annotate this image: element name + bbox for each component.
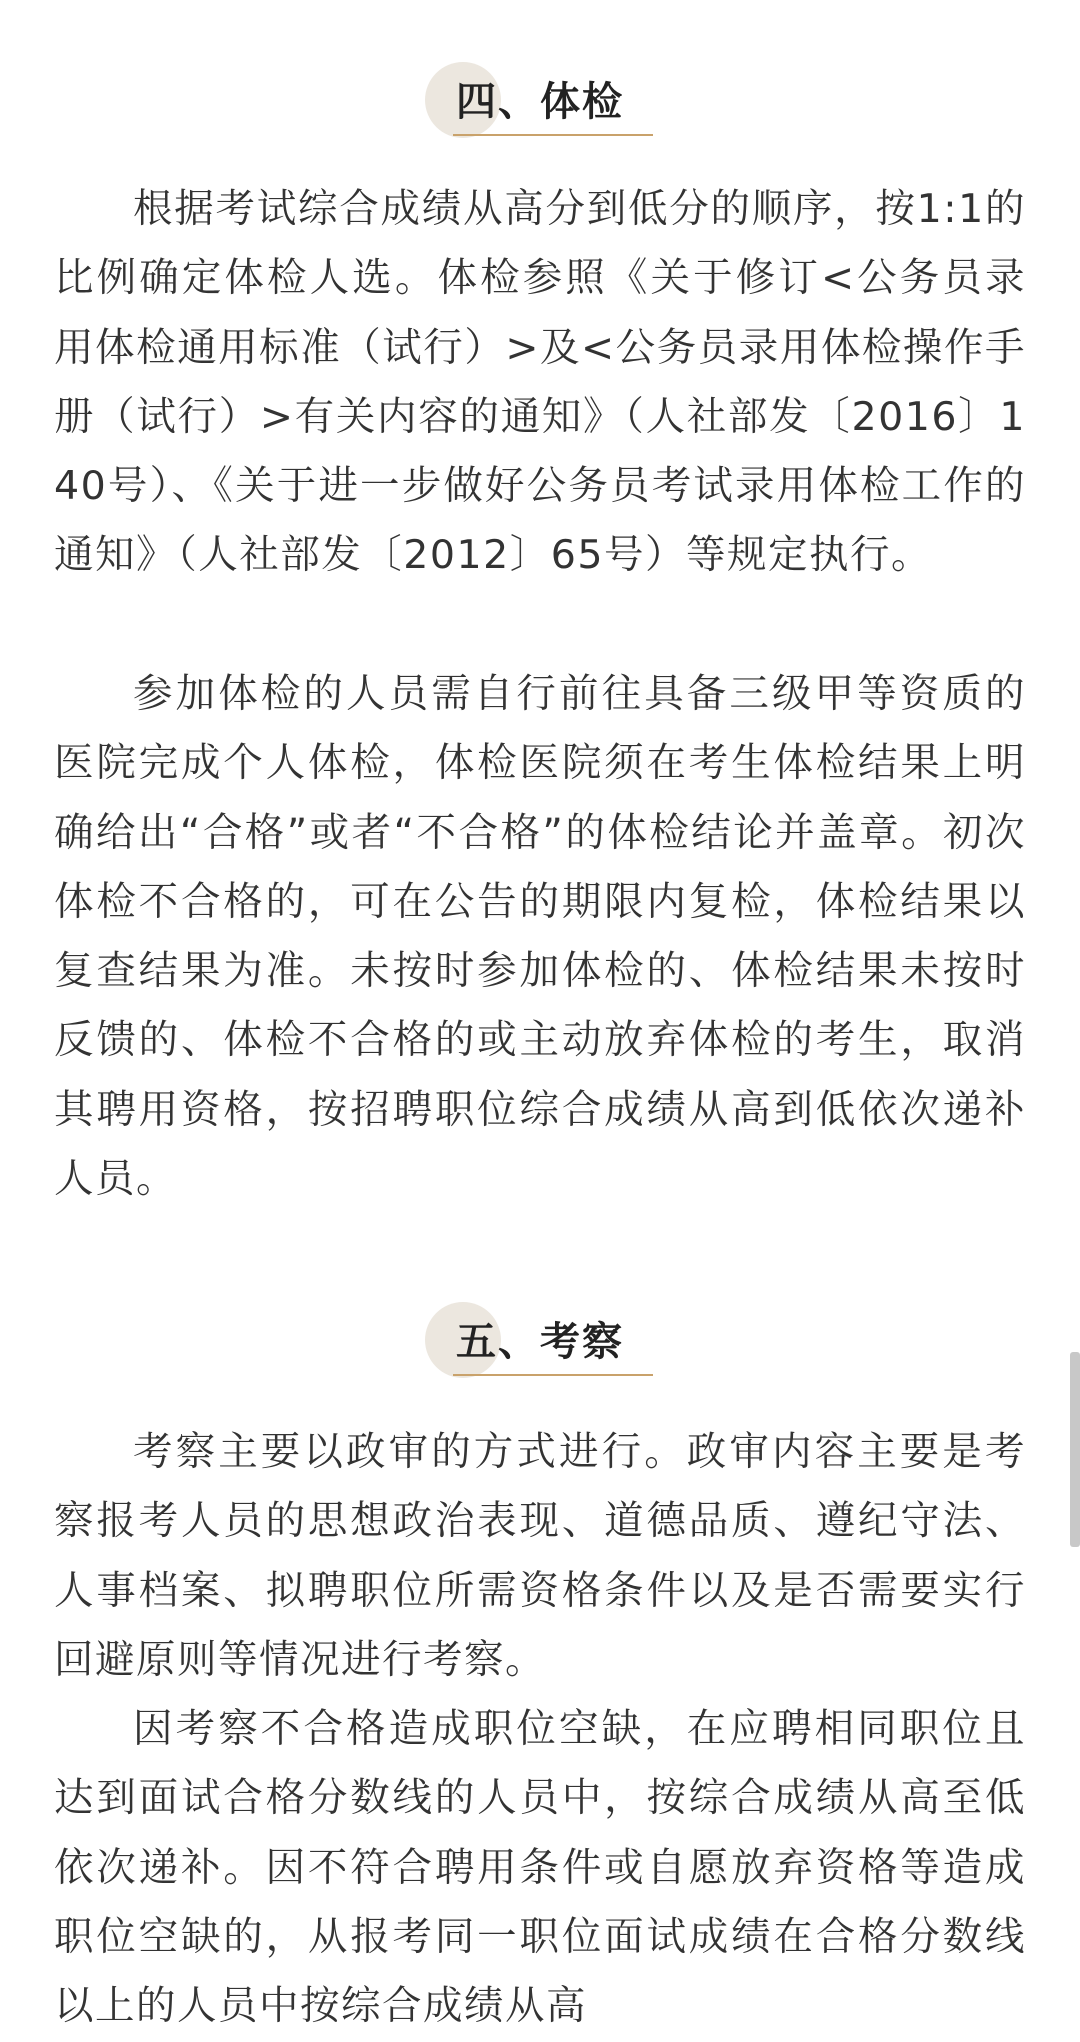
paragraph: 考察主要以政审的方式进行。政审内容主要是考察报考人员的思想政治表现、道德品质、遵纪守法、人事档案、拟聘职位所需资格条件以及是否需要实行回避原则等情况进行考察。 (54, 1429, 1026, 1683)
section-heading-inspection (0, 1290, 1080, 1380)
paragraph: 参加体检的人员需自行前往具备三级甲等资质的医院完成个人体检，体检医院须在考生体检结果上明确给出“合格”或者“不合格”的体检结论并盖章。初次体检不合格的，可在公告的期限内复检，体检结果以复查结果为准。未按时参加体检的、体检结果未按时反馈的、体检不合格的或主动放弃体检的考生，取消其聘用资格，按招聘职位综合成绩从高到低依次递补人员。 (54, 671, 1026, 1203)
section-heading-physical-exam (0, 50, 1080, 140)
paragraph: 根据考试综合成绩从高分到低分的顺序，按1:1的比例确定体检人选。体检参照《关于修订<公务员录用体检通用标准（试行）>及<公务员录用体检操作手册（试行）>有关内容的通知》（人社部发〔2016〕140号）、《关于进一步做好公务员考试录用体检工作的通知》（人社部发〔2012〕65号）等规定执行。 (54, 186, 1026, 579)
heading-underline (453, 1374, 653, 1376)
section-title: 四、体检 (456, 79, 624, 125)
heading-underline (453, 134, 653, 136)
section-title: 五、考察 (456, 1319, 624, 1365)
scrollbar-thumb[interactable] (1070, 1352, 1080, 1547)
paragraph: 因考察不合格造成职位空缺，在应聘相同职位且达到面试合格分数线的人员中，按综合成绩从高至低依次递补。因不符合聘用条件或自愿放弃资格等造成职位空缺的，从报考同一职位面试成绩在合格分数线以上的人员中按综合成绩从高 (54, 1706, 1026, 2030)
